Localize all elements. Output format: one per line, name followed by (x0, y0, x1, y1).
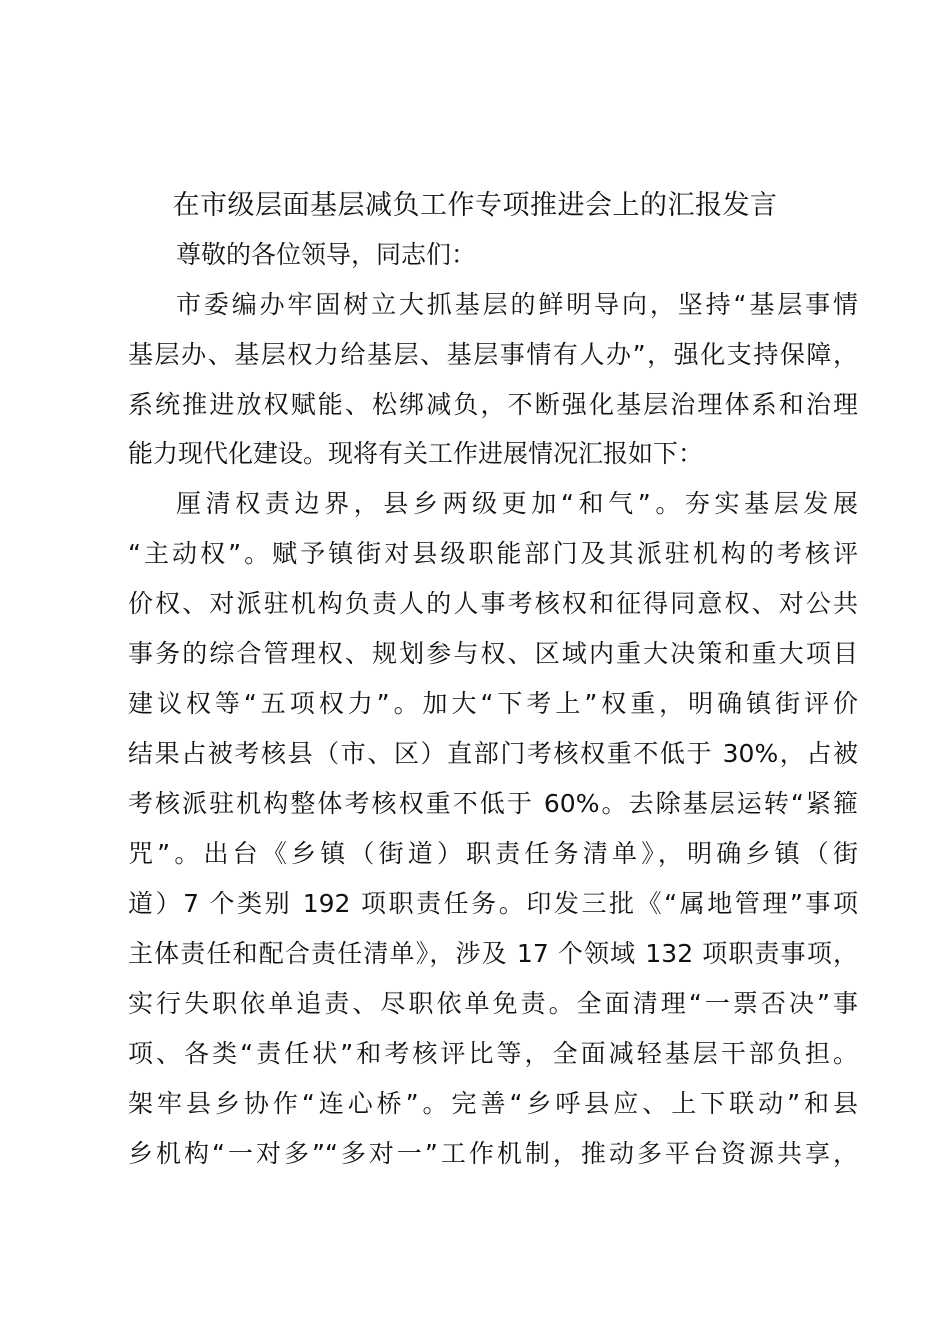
paragraph-line: 考核派驻机构整体考核权重不低于 60%。去除基层运转“紧箍 (128, 789, 858, 818)
paragraph-line: 结果占被考核县（市、区）直部门考核权重不低于 30%，占被 (128, 739, 858, 768)
paragraph-line: 实行失职依单追责、尽职依单免责。全面清理“一票否决”事 (128, 989, 858, 1018)
paragraph-line: 主体责任和配合责任清单》，涉及 17 个领域 132 项职责事项， (128, 939, 858, 968)
paragraph-line: 项、各类“责任状”和考核评比等，全面减轻基层干部负担。 (128, 1039, 858, 1068)
paragraph-line: 能力现代化建设。现将有关工作进展情况汇报如下： (128, 439, 704, 468)
paragraph-line: 价权、对派驻机构负责人的人事考核权和征得同意权、对公共 (128, 589, 858, 618)
paragraph-line: 乡机构“一对多”“多对一”工作机制，推动多平台资源共享， (128, 1139, 858, 1168)
salutation: 尊敬的各位领导，同志们： (176, 240, 477, 269)
paragraph-line: “主动权”。赋予镇街对县级职能部门及其派驻机构的考核评 (128, 539, 858, 568)
paragraph-line: 建议权等“五项权力”。加大“下考上”权重，明确镇街评价 (128, 689, 858, 718)
paragraph-line: 事务的综合管理权、规划参与权、区域内重大决策和重大项目 (128, 639, 858, 668)
paragraph-line: 架牢县乡协作“连心桥”。完善“乡呼县应、上下联动”和县 (128, 1089, 858, 1118)
paragraph-line: 基层办、基层权力给基层、基层事情有人办”，强化支持保障， (128, 340, 858, 369)
paragraph-line: 道）7 个类别 192 项职责任务。印发三批《“属地管理”事项 (128, 889, 858, 918)
document-title: 在市级层面基层减负工作专项推进会上的汇报发言 (172, 190, 778, 221)
paragraph-line: 系统推进放权赋能、松绑减负，不断强化基层治理体系和治理 (128, 390, 858, 419)
paragraph-line: 市委编办牢固树立大抓基层的鲜明导向，坚持“基层事情 (176, 290, 858, 319)
paragraph-line: 厘清权责边界，县乡两级更加“和气”。夯实基层发展 (176, 489, 858, 518)
paragraph-line: 咒”。出台《乡镇（街道）职责任务清单》，明确乡镇（街 (128, 839, 858, 868)
